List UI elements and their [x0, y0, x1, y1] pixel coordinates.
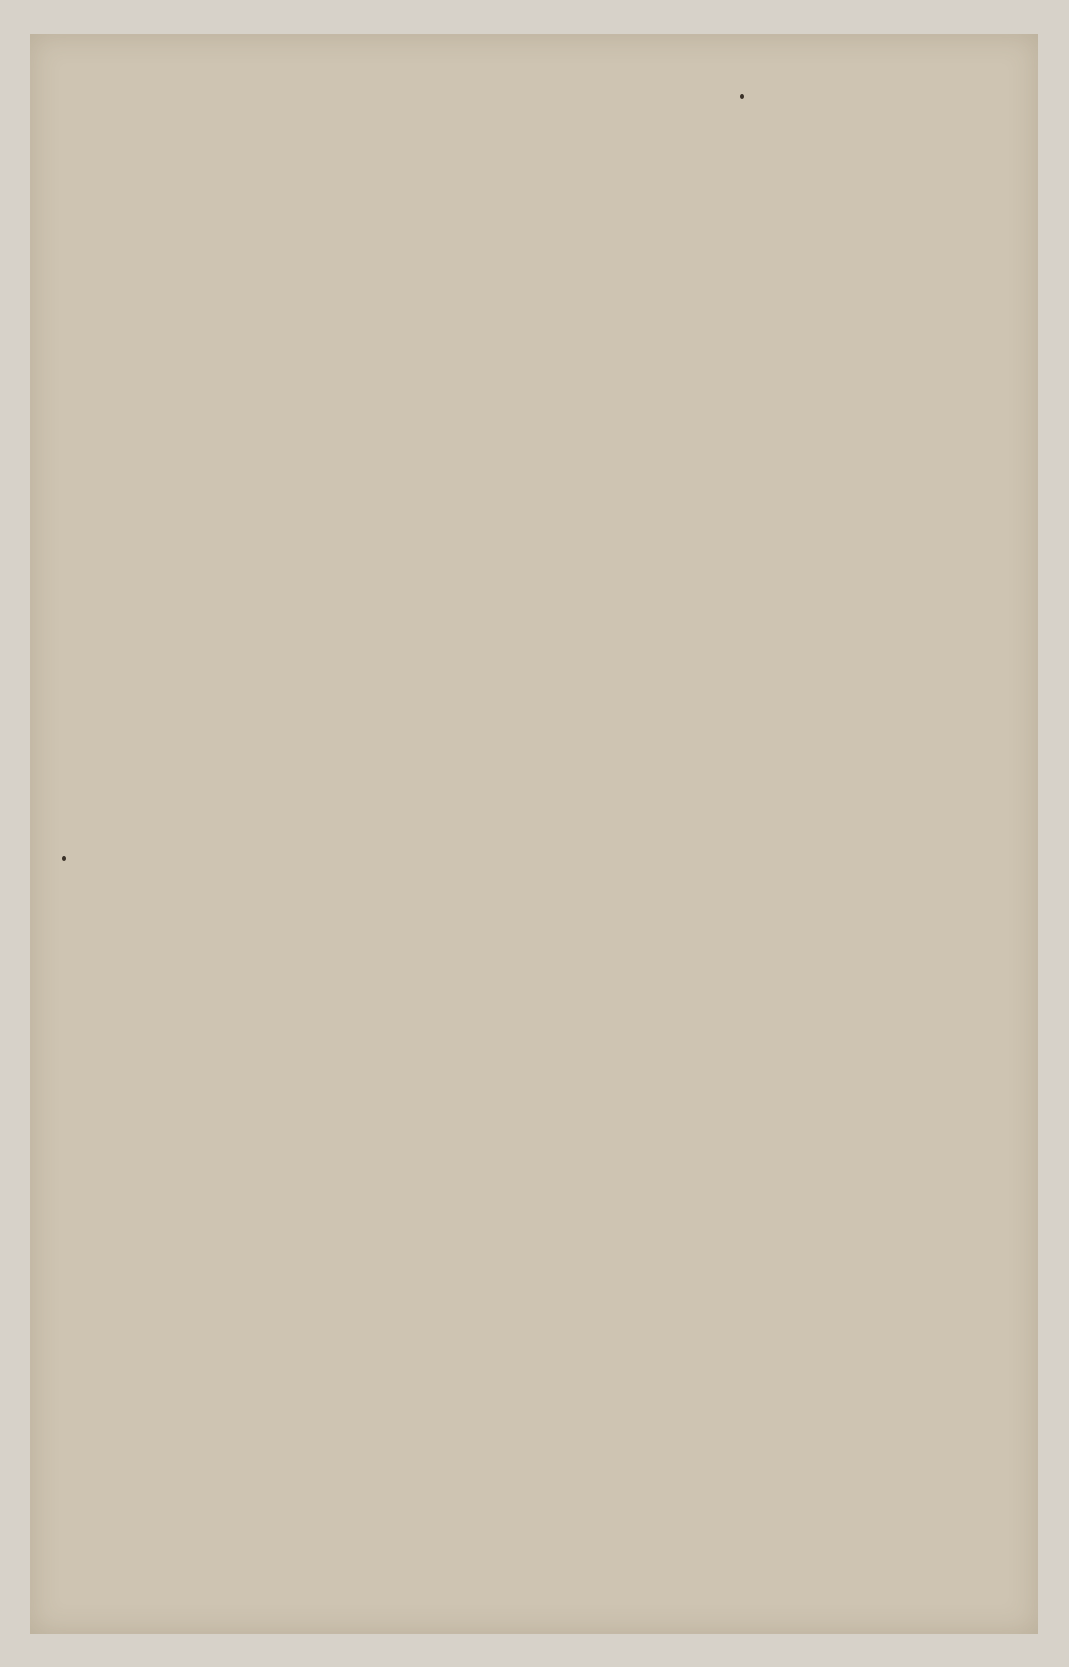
- document-page: [30, 34, 1038, 1634]
- ink-speck: [62, 856, 66, 861]
- ink-speck: [740, 94, 744, 99]
